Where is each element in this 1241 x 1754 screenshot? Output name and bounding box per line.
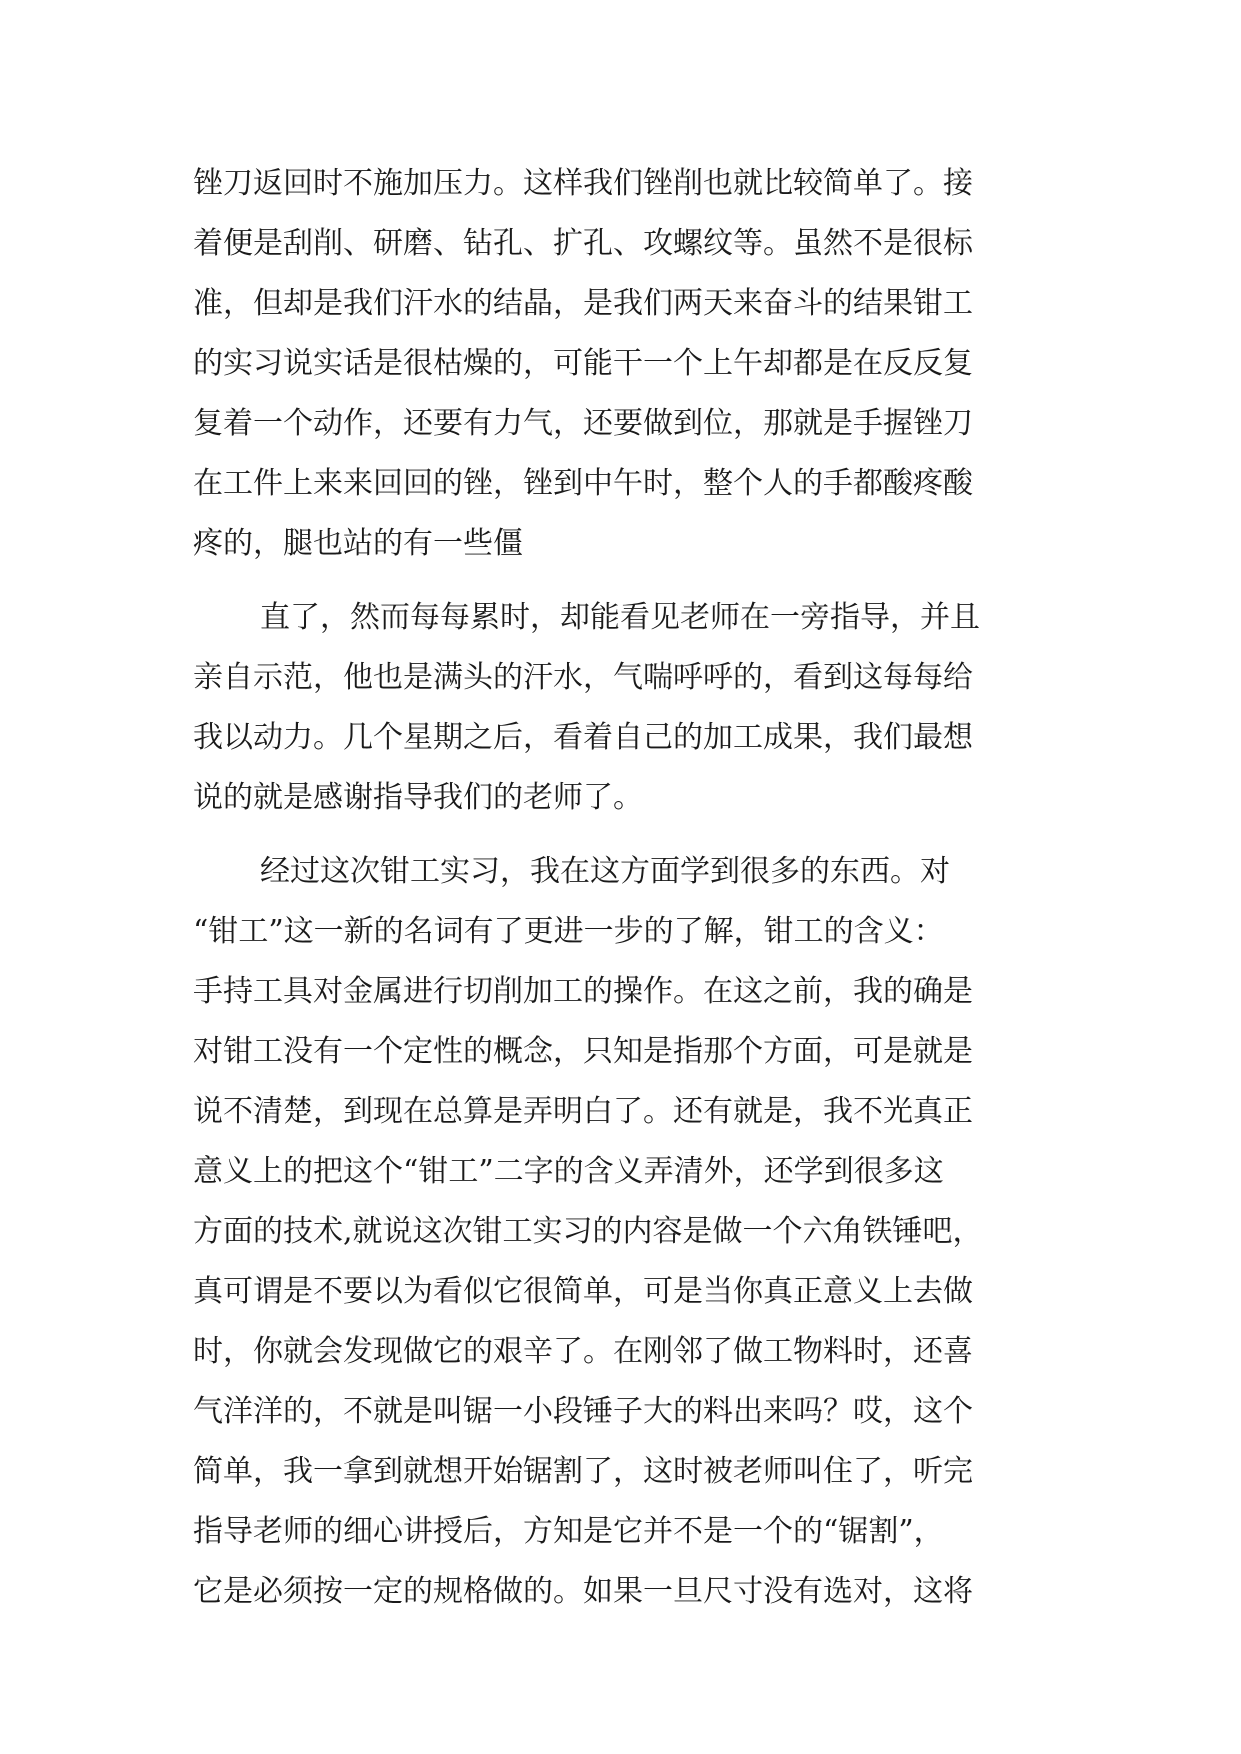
paragraph-spacer (193, 574, 1055, 588)
text-line: 在工件上来来回回的锉，锉到中午时，整个人的手都酸疼酸 (193, 466, 973, 501)
text-line: 准，但却是我们汗水的结晶，是我们两天来奋斗的结果钳工 (193, 286, 973, 321)
text-line: 亲自示范，他也是满头的汗水，气喘呼呼的，看到这每每给 (193, 660, 973, 695)
paragraph-spacer (193, 828, 1055, 842)
text-line: 说的就是感谢指导我们的老师了。 (193, 780, 643, 815)
text-line: 疼的，腿也站的有一些僵 (193, 526, 523, 561)
text-line: “钳工”这一新的名词有了更进一步的了解，钳工的含义： (193, 914, 944, 949)
text-line: 经过这次钳工实习，我在这方面学到很多的东西。对 (260, 854, 950, 889)
text-line: 意义上的把这个“钳工”二字的含义弄清外，还学到很多这 (193, 1154, 944, 1189)
text-line: 对钳工没有一个定性的概念，只知是指那个方面，可是就是 (193, 1034, 973, 1069)
text-line: 着便是刮削、研磨、钻孔、扩孔、攻螺纹等。虽然不是很标 (193, 226, 973, 261)
text-line: 复着一个动作，还要有力气，还要做到位，那就是手握锉刀 (193, 406, 973, 441)
text-line: 锉刀返回时不施加压力。这样我们锉削也就比较简单了。接 (193, 166, 973, 201)
text-line: 手持工具对金属进行切削加工的操作。在这之前，我的确是 (193, 974, 973, 1009)
paragraph-1 (193, 154, 1055, 574)
document-body (193, 154, 1055, 1622)
text-line: 时，你就会发现做它的艰辛了。在刚邻了做工物料时，还喜 (193, 1334, 973, 1369)
text-line: 方面的技术,就说这次钳工实习的内容是做一个六角铁锤吧， (193, 1214, 983, 1249)
text-line: 气洋洋的，不就是叫锯一小段锤子大的料出来吗？哎，这个 (193, 1394, 973, 1429)
text-line: 直了，然而每每累时，却能看见老师在一旁指导，并且 (260, 600, 980, 635)
text-line: 我以动力。几个星期之后，看着自己的加工成果，我们最想 (193, 720, 973, 755)
text-line: 的实习说实话是很枯燥的，可能干一个上午却都是在反反复 (193, 346, 973, 381)
text-line: 简单，我一拿到就想开始锯割了，这时被老师叫住了，听完 (193, 1454, 973, 1489)
text-line: 说不清楚，到现在总算是弄明白了。还有就是，我不光真正 (193, 1094, 973, 1129)
paragraph-2 (193, 588, 1055, 828)
text-line: 它是必须按一定的规格做的。如果一旦尺寸没有选对，这将 (193, 1574, 973, 1609)
text-line: 真可谓是不要以为看似它很简单，可是当你真正意义上去做 (193, 1274, 973, 1309)
paragraph-3 (193, 842, 1055, 1622)
text-line: 指导老师的细心讲授后，方知是它并不是一个的“锯割”， (193, 1514, 944, 1549)
